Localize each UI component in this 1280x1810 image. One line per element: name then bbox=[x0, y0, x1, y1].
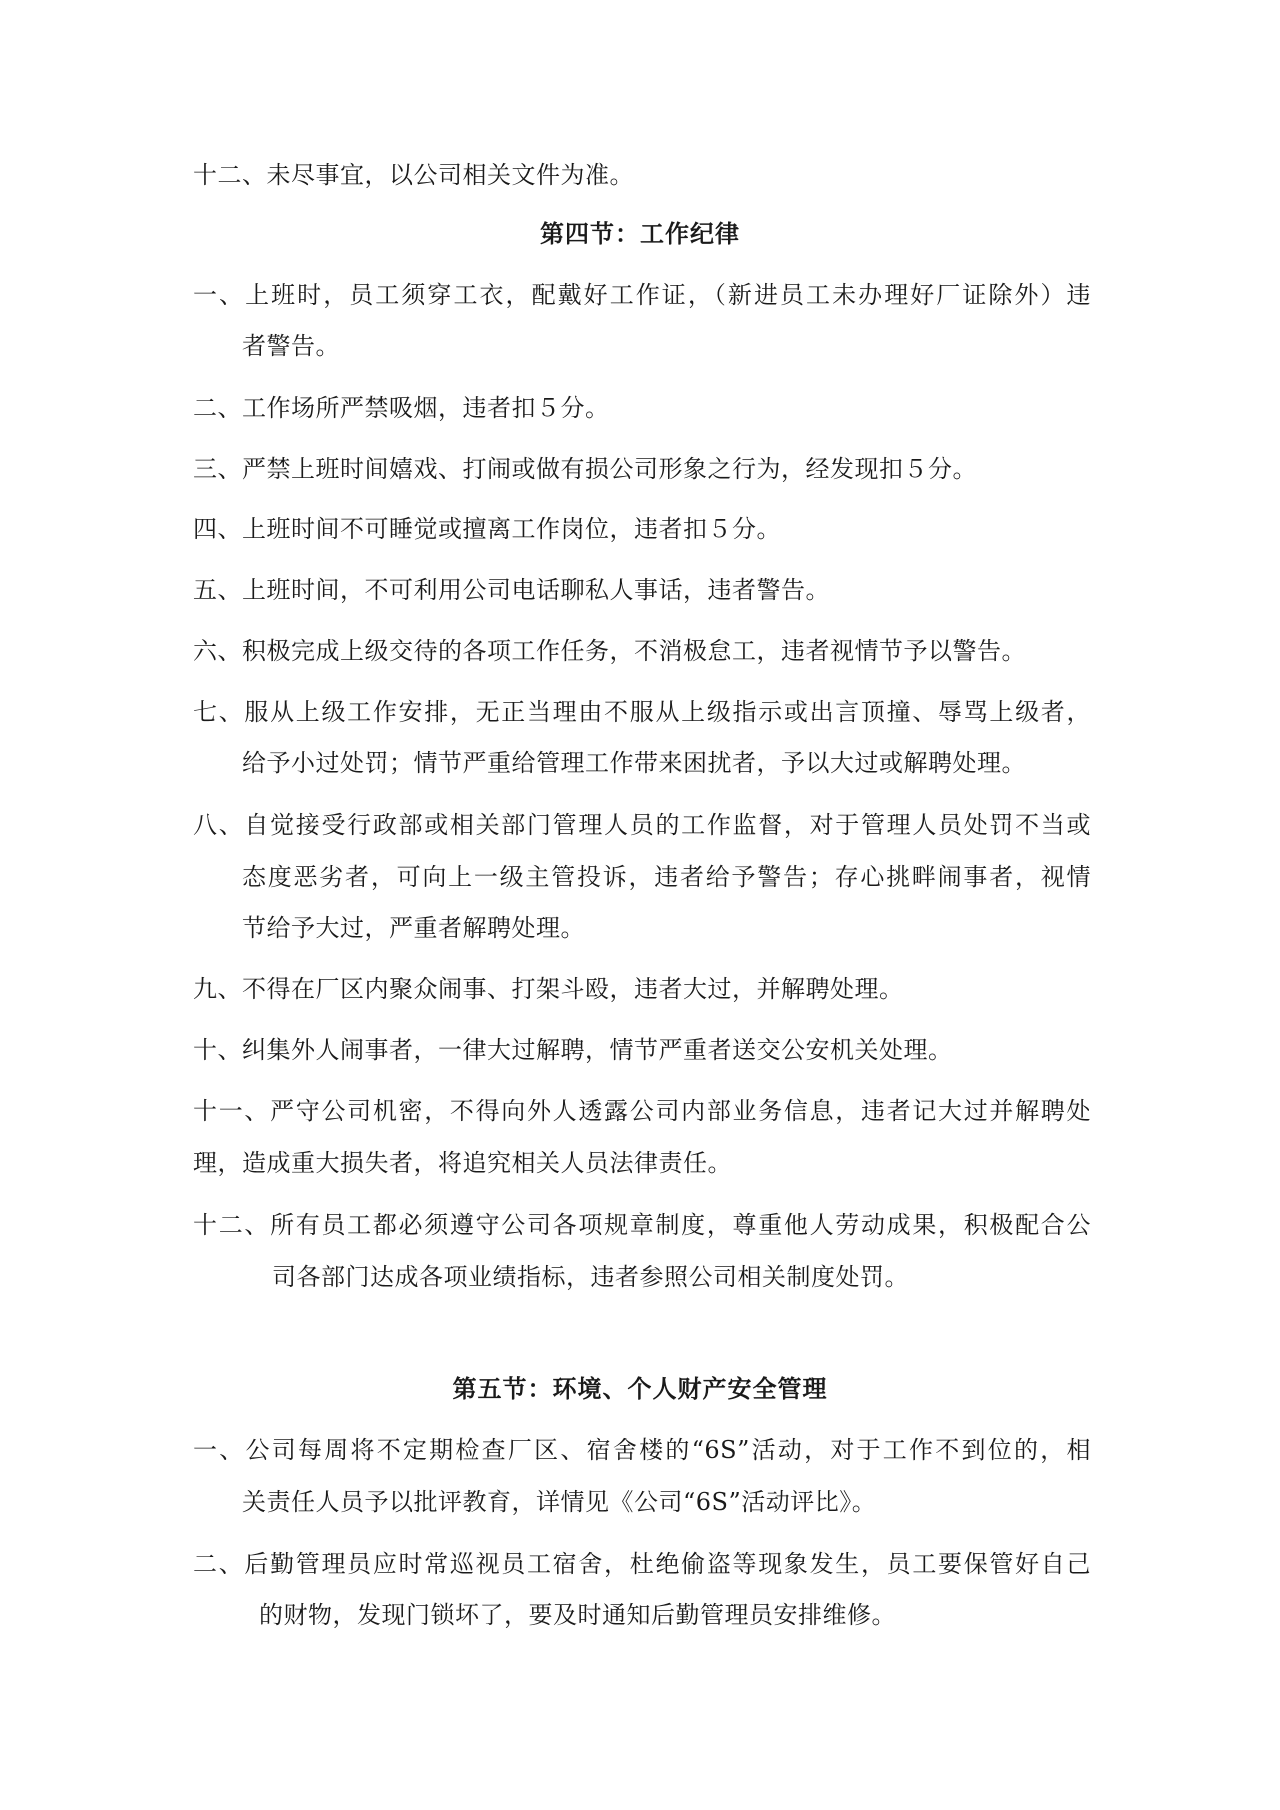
section4-item-4: 四、上班时间不可睡觉或擅离工作岗位，违者扣５分。 bbox=[193, 515, 781, 543]
section4-item-11-line-2: 理，造成重大损失者，将追究相关人员法律责任。 bbox=[193, 1149, 732, 1177]
section4-item-9: 九、不得在厂区内聚众闹事、打架斗殴，违者大过，并解聘处理。 bbox=[193, 975, 904, 1003]
section5-item-1-line-2: 关责任人员予以批评教育，详情见《公司“6S”活动评比》。 bbox=[242, 1488, 877, 1516]
section4-item-10: 十、纠集外人闹事者，一律大过解聘，情节严重者送交公安机关处理。 bbox=[193, 1036, 953, 1064]
section4-item-3: 三、严禁上班时间嬉戏、打闹或做有损公司形象之行为，经发现扣５分。 bbox=[193, 455, 977, 483]
section5-title: 第五节：环境、个人财产安全管理 bbox=[452, 1374, 828, 1403]
section4-item-2: 二、工作场所严禁吸烟，违者扣５分。 bbox=[193, 394, 610, 422]
section4-item-8-line-2: 态度恶劣者，可向上一级主管投诉，违者给予警告；存心挑畔闹事者，视情 bbox=[242, 863, 1091, 891]
section4-item-6: 六、积极完成上级交待的各项工作任务，不消极怠工，违者视情节予以警告。 bbox=[193, 637, 1026, 665]
section4-item-12-line-1: 十二、所有员工都必须遵守公司各项规章制度，尊重他人劳动成果，积极配合公 bbox=[193, 1211, 1091, 1239]
section4-title: 第四节：工作纪律 bbox=[540, 219, 740, 248]
section4-item-5: 五、上班时间，不可利用公司电话聊私人事话，违者警告。 bbox=[193, 576, 830, 604]
section4-item-7-line-2: 给予小过处罚；情节严重给管理工作带来困扰者，予以大过或解聘处理。 bbox=[242, 749, 1026, 777]
section5-item-2-line-1: 二、后勤管理员应时常巡视员工宿舍，杜绝偷盗等现象发生，员工要保管好自己 bbox=[193, 1550, 1091, 1578]
section4-item-8-line-1: 八、自觉接受行政部或相关部门管理人员的工作监督，对于管理人员处罚不当或 bbox=[193, 811, 1091, 839]
section4-item-8-line-3: 节给予大过，严重者解聘处理。 bbox=[242, 914, 585, 942]
section3-item-12: 十二、未尽事宜，以公司相关文件为准。 bbox=[193, 161, 634, 189]
section4-item-7-line-1: 七、服从上级工作安排，无正当理由不服从上级指示或出言顶撞、辱骂上级者， bbox=[193, 698, 1091, 726]
section4-item-12-line-2: 司各部门达成各项业绩指标，违者参照公司相关制度处罚。 bbox=[272, 1263, 909, 1291]
section4-item-11-line-1: 十一、严守公司机密，不得向外人透露公司内部业务信息，违者记大过并解聘处 bbox=[193, 1097, 1091, 1125]
section4-item-1-line-1: 一、上班时，员工须穿工衣，配戴好工作证，（新进员工未办理好厂证除外）违 bbox=[193, 281, 1091, 309]
section5-item-1-line-1: 一、公司每周将不定期检查厂区、宿舍楼的“6S”活动，对于工作不到位的，相 bbox=[193, 1436, 1091, 1464]
section5-item-2-line-2: 的财物，发现门锁坏了，要及时通知后勤管理员安排维修。 bbox=[259, 1601, 896, 1629]
section4-item-1-line-2: 者警告。 bbox=[242, 332, 340, 360]
